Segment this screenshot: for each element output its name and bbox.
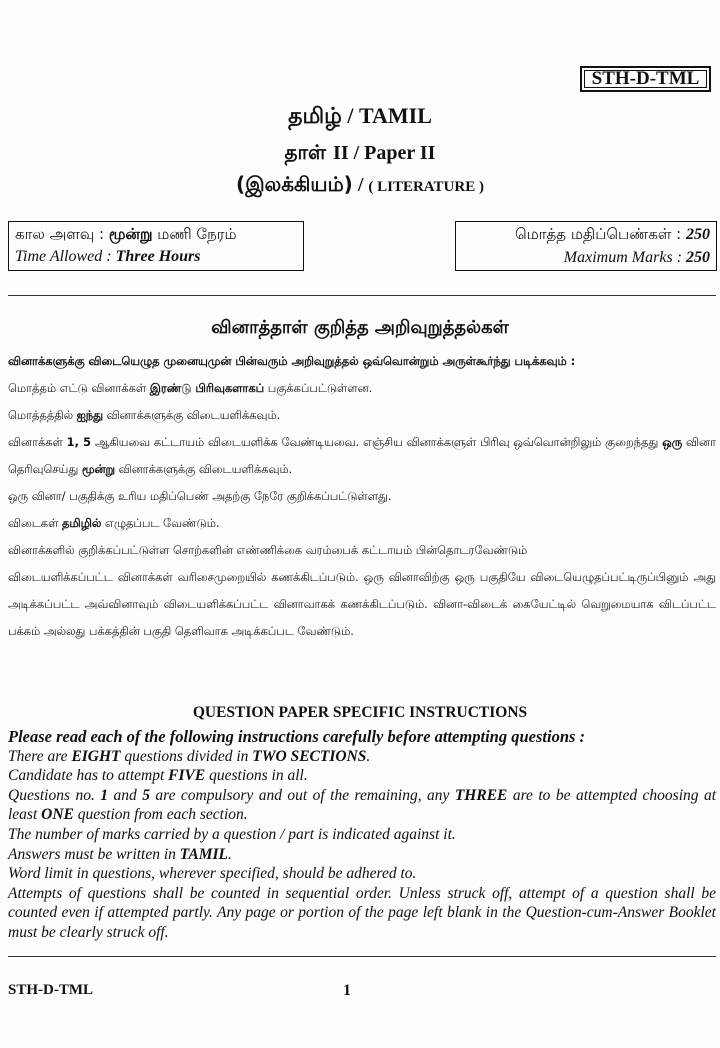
paper-heading: தாள் II / Paper II (284, 140, 436, 164)
english-instruction-4: The number of marks carried by a question / part is indicated against it. (8, 825, 456, 843)
english-instruction-2: Candidate has to attempt FIVE questions in all. (8, 767, 308, 785)
english-instruction-6: Word limit in questions, wherever specified, should be adhered to. (8, 865, 417, 883)
maximum-marks-english: Maximum Marks : 250 (563, 249, 710, 266)
tamil-instruction-7: விடையளிக்கப்பட்ட வினாக்கள் வரிசைமுறையில் கணக்கிடப்படும். ஒரு வினாவிற்கு ஒரு பகுதியே விடையெழுதப்பட்டிருப்பினும் அது அடிக்கப்பட்ட அவ்வினாவும் விடையளிக்கப்பட்ட வினாவாகக் கணக்கிடப்படும். வினா-விடைக் கையேட்டில் வெறுமையாக விடப்பட்ட பக்கம் அல்லது பக்கத்தின் பகுதி தெளிவாக அடிக்கப்பட வேண்டும். (8, 570, 716, 638)
english-instruction-1: There are EIGHT questions divided in TWO SECTIONS. (8, 747, 371, 765)
section-heading: (இலக்கியம்) / ( LITERATURE ) (236, 172, 484, 196)
tamil-instruction-1: மொத்தம் எட்டு வினாக்கள் இரண்டு பிரிவுகளாகப் பகுக்கப்பட்டுள்ளன. (8, 381, 373, 395)
english-instructions (8, 727, 716, 943)
tamil-instructions-title: வினாத்தாள் குறித்த அறிவுறுத்தல்கள் (211, 317, 509, 338)
tamil-instruction-6: வினாக்களில் குறிக்கப்பட்டுள்ள சொற்களின் எண்ணிக்கை வரம்பைக் கட்டாயம் பின்தொடரவேண்டும் (8, 543, 528, 557)
footer-paper-code: STH-D-TML (8, 982, 94, 998)
english-instruction-5: Answers must be written in TAMIL. (8, 845, 232, 863)
tamil-instruction-4: ஒரு வினா/ பகுதிக்கு உரிய மதிப்பெண் அதற்கு நேரே குறிக்கப்பட்டுள்ளது. (8, 489, 392, 503)
paper-code: STH-D-TML (591, 68, 700, 89)
time-allowed-tamil: கால அளவு : மூன்று மணி நேரம் (15, 225, 237, 243)
tamil-instructions (8, 348, 716, 645)
english-instructions-title: QUESTION PAPER SPECIFIC INSTRUCTIONS (192, 704, 528, 721)
maximum-marks-tamil: மொத்த மதிப்பெண்கள் : 250 (514, 225, 710, 243)
tamil-instruction-3: வினாக்கள் 1, 5 ஆகியவை கட்டாயம் விடையளிக்க வேண்டியவை. எஞ்சிய வினாக்களுள் பிரிவு ஒவ்வொன்றிலும் குறைந்தது ஒரு வினா தெரிவுசெய்து மூன்று வினாக்களுக்கு விடையளிக்கவும். (8, 435, 716, 476)
time-allowed-english: Time Allowed : Three Hours (15, 248, 201, 265)
page-number: 1 (343, 982, 351, 999)
subject-heading: தமிழ் / TAMIL (288, 103, 432, 129)
tamil-lead: வினாக்களுக்கு விடையெழுத முனையுமுன் பின்வரும் அறிவுறுத்தல் ஒவ்வொன்றும் அருள்கூர்ந்து படிக்கவும் : (8, 354, 576, 368)
english-lead: Please read each of the following instructions carefully before attempting questions : (8, 727, 586, 746)
maximum-marks-box (455, 221, 717, 271)
time-allowed-box (8, 221, 304, 271)
divider (8, 295, 716, 296)
tamil-instruction-5: விடைகள் தமிழில் எழுதப்பட வேண்டும். (8, 516, 220, 530)
paper-code-box (580, 66, 711, 92)
english-instruction-7: Attempts of questions shall be counted in sequential order. Unless struck off, attempt of a question shall be counted even if attempted partly. Any page or portion of the page left blank in the Question-cum-Answer Booklet must be clearly struck off. (8, 884, 716, 941)
footer-divider (8, 956, 716, 957)
tamil-instruction-2: மொத்தத்தில் ஐந்து வினாக்களுக்கு விடையளிக்கவும். (8, 408, 281, 422)
english-instruction-3: Questions no. 1 and 5 are compulsory and out of the remaining, any THREE are to be attempted choosing at least ONE question from each section. (8, 786, 717, 824)
